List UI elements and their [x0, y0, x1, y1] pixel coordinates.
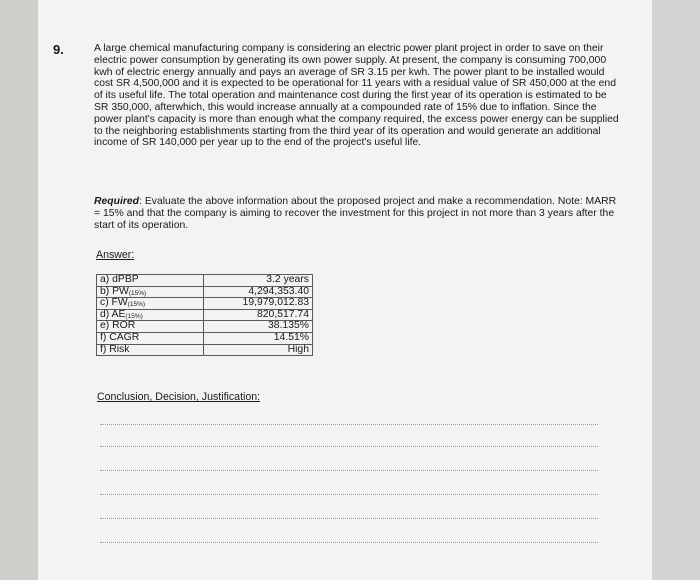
background-right-edge — [652, 0, 700, 580]
row-value: 14.51% — [204, 332, 313, 344]
required-text: : Evaluate the above information about the proposed project and make a recommendation. Note: MARR = 15% and that the company is aiming to recover the investment for this project in not more than 3 years after the start of its operation. — [94, 196, 617, 231]
row-label: e) ROR — [97, 321, 204, 333]
answer-heading: Answer: — [96, 249, 135, 261]
writing-line — [100, 542, 598, 543]
table-row — [97, 309, 313, 321]
table-row — [97, 286, 313, 298]
row-label: d) $AE_{(15\%)}$ — [97, 309, 204, 321]
question-text: A large chemical manufacturing company is considering an electric power plant project in order to save on their electric power consumption by generating its own power supply. At present, the company is consuming 700,000 kwh of electric energy annually and pays an average of SR 3.15 per kwh. The power plant to be installed would cost SR 4,500,000 and it is expected to be operational for 11 years with a residual value of SR 450,000 at the end of its useful life. The total operation and maintenance cost during the first year of its operation is estimated to be SR 350,000, afterwhich, this would increase annually at a compounded rate of 15% due to inflation. Since the power plant's capacity is more than enough what the company required, the excess power energy can be supplied to the neighboring establishments starting from the third year of its operation and would generate an additional income of SR 140,000 per year up to the end of the project's useful life. — [94, 43, 619, 149]
table-row — [97, 344, 313, 356]
table-row — [97, 332, 313, 344]
writing-line — [100, 424, 598, 425]
row-label: a) dPBP — [97, 275, 204, 287]
row-label: f) CAGR — [97, 332, 204, 344]
answer-table — [96, 274, 313, 356]
required-label: Required — [94, 196, 140, 207]
row-value: 4,294,353.40 — [204, 286, 313, 298]
row-label: f) Risk — [97, 344, 204, 356]
writing-line — [100, 446, 598, 447]
conclusion-heading: Conclusion, Decision, Justification: — [97, 391, 261, 403]
row-value: High — [204, 344, 313, 356]
writing-line — [100, 494, 598, 495]
question-number: 9. — [53, 42, 64, 57]
row-label: c) $FW_{(15\%)}$ — [97, 298, 204, 310]
writing-line — [100, 470, 598, 471]
row-value: 38.135% — [204, 321, 313, 333]
table-row — [97, 298, 313, 310]
background-left-edge — [0, 0, 38, 580]
answer-writing-lines — [100, 414, 600, 554]
table-row — [97, 275, 313, 287]
row-label: b) $PW_{(15\%)}$ — [97, 286, 204, 298]
row-value: 3.2 years — [204, 275, 313, 287]
row-value: 820,517.74 — [204, 309, 313, 321]
writing-line — [100, 518, 598, 519]
row-value: 19,979,012.83 — [204, 298, 313, 310]
required-paragraph — [94, 196, 624, 231]
table-row — [97, 321, 313, 333]
